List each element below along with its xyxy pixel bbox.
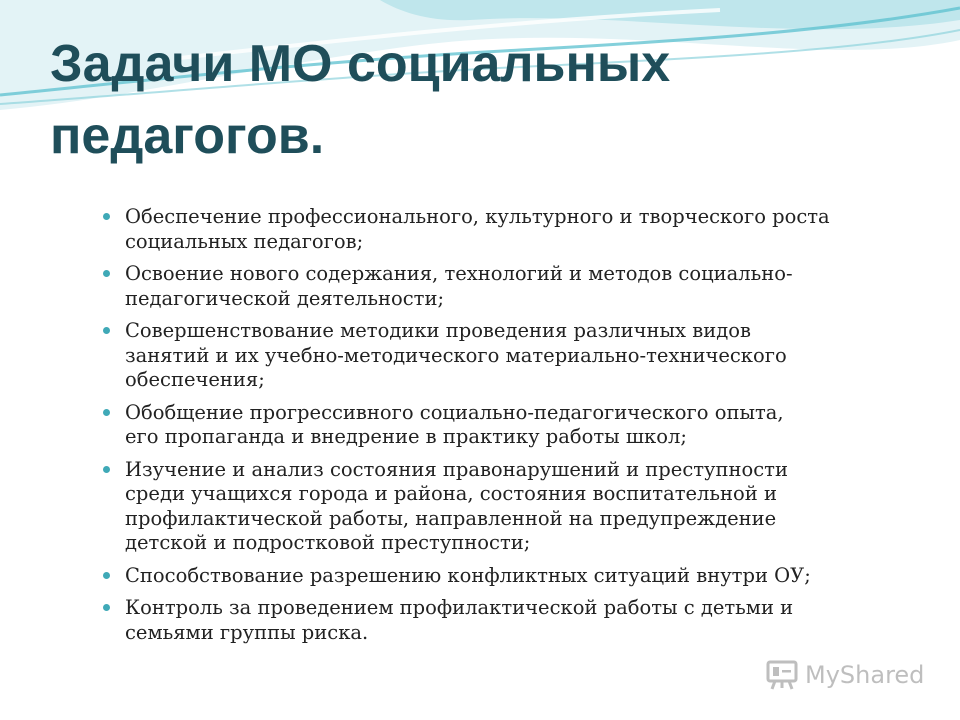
task-text-line: Изучение и анализ состояния правонарушений и преступности	[125, 457, 788, 481]
bullet-dot-icon	[103, 270, 110, 277]
task-text-line: Контроль за проведением профилактической работы с детьми и	[125, 596, 794, 619]
bullet-dot-icon	[103, 327, 110, 334]
task-text-line: Совершенствование методики проведения различных видов	[125, 319, 751, 342]
task-text-line: занятий и их учебно-методического материально-технического	[125, 343, 787, 367]
task-text-line: профилактической работы, направленной на предупреждение	[125, 506, 777, 530]
task-text-line: среди учащихся города и района, состояния воспитательной и	[125, 482, 777, 505]
task-list	[103, 205, 923, 653]
task-text-line: Способствование разрешению конфликтных ситуаций внутри ОУ;	[125, 563, 811, 587]
task-text-line: социальных педагогов;	[125, 229, 364, 253]
task-item	[103, 564, 923, 589]
presentation-board-icon	[765, 658, 799, 692]
slide-title-line: Задачи МО социальных	[50, 35, 671, 93]
slide-title-line: педагогов.	[50, 107, 325, 165]
bullet-dot-icon	[103, 213, 110, 220]
task-item	[103, 401, 923, 450]
task-text-line: Обеспечение профессионального, культурного и творческого роста	[125, 205, 830, 228]
task-item	[103, 319, 923, 393]
bullet-dot-icon	[103, 572, 110, 579]
task-item	[103, 596, 923, 645]
task-text-line: Освоение нового содержания, технологий и методов социально-	[125, 262, 793, 285]
slide-title	[50, 28, 910, 172]
bullet-dot-icon	[103, 604, 110, 611]
task-text-line: обеспечения;	[125, 368, 265, 391]
task-text-line: его пропаганда и внедрение в практику работы школ;	[125, 425, 687, 448]
task-text-line: детской и подростковой преступности;	[125, 531, 531, 554]
task-item	[103, 458, 923, 556]
bullet-dot-icon	[103, 466, 110, 473]
task-item	[103, 205, 923, 254]
myshared-watermark	[765, 655, 924, 695]
task-item	[103, 262, 923, 311]
watermark-text: MyShared	[805, 661, 925, 689]
task-text-line: педагогической деятельности;	[125, 286, 445, 310]
task-text-line: Обобщение прогрессивного социально-педагогического опыта,	[125, 400, 784, 424]
bullet-dot-icon	[103, 409, 110, 416]
task-text-line: семьями группы риска.	[125, 620, 369, 644]
